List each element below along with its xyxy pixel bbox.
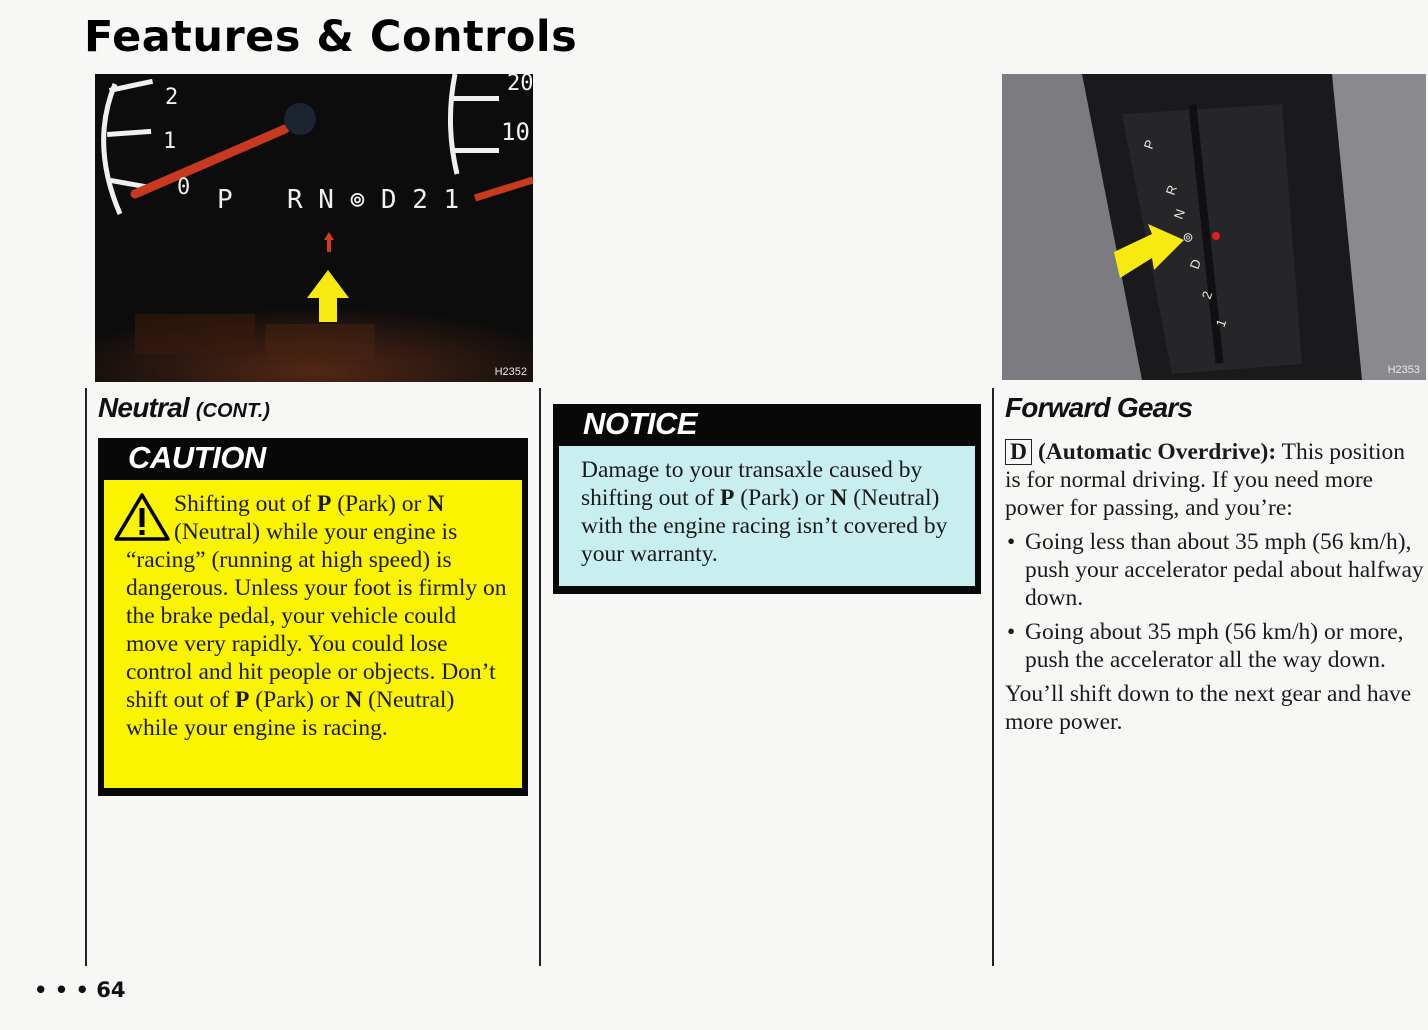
neutral-title-suffix: (CONT.) [195, 400, 270, 422]
warning-triangle-icon [114, 492, 170, 542]
gauge-mark-0: 0 [177, 175, 191, 200]
notice-text-run: (Neutral) with the engine racing isn’t covered by your warranty. [581, 485, 948, 567]
column-rule-middle [539, 388, 541, 966]
gear-key-d: D [1005, 439, 1032, 465]
page-number [34, 978, 125, 1002]
notice-text-run: Damage to your transaxle caused by shifting out of [581, 457, 923, 511]
notice-header: NOTICE [553, 404, 981, 444]
outro-paragraph: You’ll shift down to the next gear and have more power. [1005, 681, 1412, 735]
notice-bold-term: N [830, 485, 848, 511]
bullet-text: Going about 35 mph (56 km/h) or more, push the accelerator all the way down. [1025, 619, 1404, 673]
neutral-heading [98, 392, 270, 424]
forward-gears-body [1005, 438, 1425, 742]
notice-bold-term: P [720, 485, 735, 511]
caution-text [126, 491, 507, 741]
caution-text-run: (Park) or [331, 491, 428, 517]
shifter-mark-overdrive: ⊚ [1178, 229, 1197, 246]
shifter-mark-1: 1 [1212, 317, 1230, 330]
cluster-illustration [95, 74, 533, 382]
shifter-mark-2: 2 [1198, 289, 1216, 302]
bullet-text: Going less than about 35 mph (56 km/h), push your accelerator pedal about halfway down. [1025, 529, 1424, 611]
photo-code: H2353 [1387, 364, 1420, 376]
caution-box [98, 438, 528, 796]
prndl-gears: R N ⊚ D 2 1 [287, 185, 460, 215]
shifter-mark-p: P [1140, 137, 1158, 152]
shifter-mark-n: N [1170, 207, 1189, 222]
instrument-cluster-photo [95, 74, 533, 382]
prndl-park: P [217, 185, 233, 215]
caution-bold-term: N [427, 491, 445, 517]
notice-text-run: (Park) or [734, 485, 831, 511]
caution-text-run: (Neutral) while your engine is “racing” (running at high speed) is dangerous. Unless your foot is firmly on the brake pedal, your vehicle could move very rapidly. You could lose control and hit people or objects. Don’t shift out of [126, 519, 507, 713]
notice-box [553, 404, 981, 594]
caution-bold-term: N [345, 687, 363, 713]
photo-code: H2352 [494, 366, 527, 378]
shifter-mark-r: R [1162, 183, 1181, 198]
list-item: • Going about 35 mph (56 km/h) or more, push the accelerator all the way down. [1007, 619, 1404, 673]
page-title: Features & Controls [84, 12, 578, 62]
gauge-mark-2: 2 [165, 85, 179, 110]
caution-bold-term: P [316, 491, 332, 517]
gauge-mark-20: 20 [507, 74, 533, 96]
shifter-console-photo [1002, 74, 1426, 380]
caution-body [104, 480, 522, 788]
overdrive-intro: This position is for normal driving. If you need more power for passing, and you’re: [1005, 439, 1406, 521]
gauge-mark-10: 10 [501, 118, 530, 146]
shifter-mark-d: D [1186, 257, 1205, 272]
caution-bold-term: P [235, 687, 250, 713]
list-item: • Going less than about 35 mph (56 km/h), push your accelerator pedal about halfway down. [1007, 529, 1424, 611]
overdrive-paragraph [1005, 438, 1425, 522]
neutral-title: Neutral [98, 392, 189, 423]
column-rule-right [992, 388, 994, 966]
notice-body [559, 446, 975, 586]
column-rule-left [85, 388, 87, 966]
page-number-value: 64 [96, 978, 126, 1002]
caution-header: CAUTION [98, 438, 528, 478]
caution-text-run: Shifting out of [174, 491, 317, 517]
caution-text-run: (Neutral) while your engine is racing. [126, 687, 455, 741]
notice-text [581, 457, 947, 567]
shifter-illustration [1002, 74, 1426, 380]
page-dots: • • • [34, 978, 89, 1002]
overdrive-label: (Automatic Overdrive): [1037, 439, 1277, 465]
forward-gears-heading: Forward Gears [1005, 392, 1193, 423]
caution-text-run: (Park) or [249, 687, 346, 713]
passing-bullets [1005, 528, 1425, 674]
gauge-mark-1: 1 [163, 129, 177, 154]
